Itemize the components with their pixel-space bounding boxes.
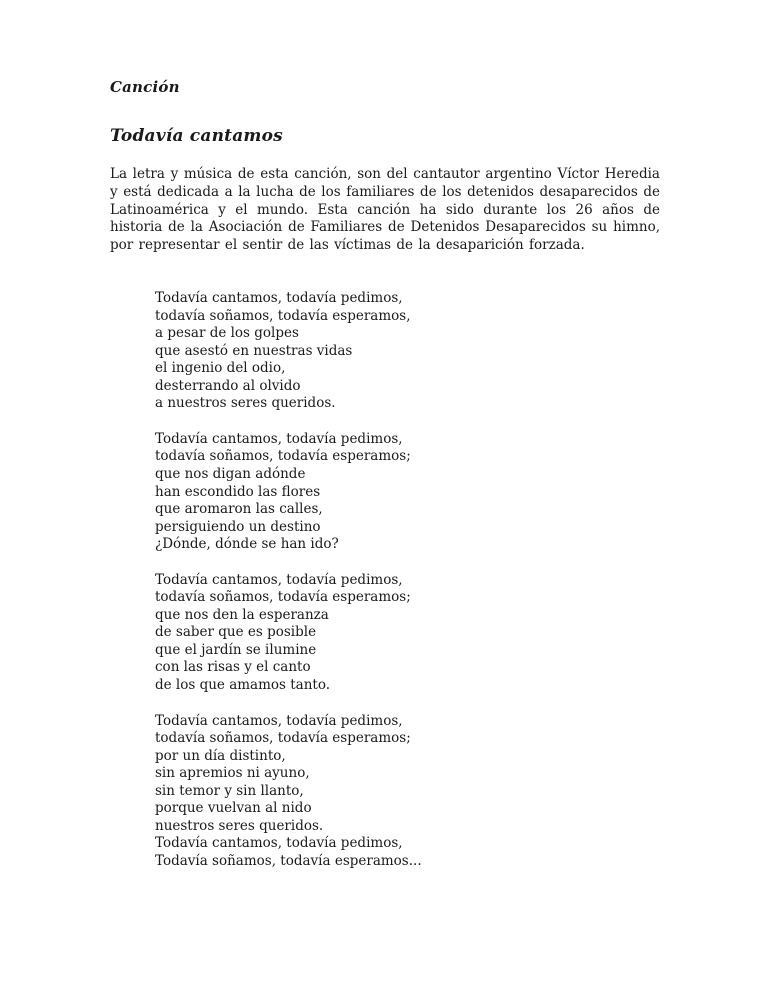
poem-line: han escondido las flores bbox=[155, 483, 321, 500]
poem-line: con las risas y el canto bbox=[155, 659, 311, 676]
poem-line: todavía soñamos, todavía esperamos; bbox=[155, 730, 411, 747]
document-title: Canción bbox=[110, 78, 180, 96]
poem-line: que asestó en nuestras vidas bbox=[155, 342, 353, 359]
poem-line: a nuestros seres queridos. bbox=[155, 395, 336, 412]
poem-line: Todavía soñamos, todavía esperamos... bbox=[155, 852, 422, 869]
poem-line: que nos digan adónde bbox=[155, 465, 306, 482]
poem-line: todavía soñamos, todavía esperamos, bbox=[155, 307, 411, 324]
poem-line: nuestros seres queridos. bbox=[155, 817, 324, 834]
stanza bbox=[155, 431, 660, 554]
poem-line: Todavía cantamos, todavía pedimos, bbox=[155, 290, 403, 307]
song-title: Todavía cantamos bbox=[110, 126, 283, 146]
poem-line: ¿Dónde, dónde se han ido? bbox=[155, 536, 339, 553]
poem-line: de los que amamos tanto. bbox=[155, 677, 331, 693]
poem-line: sin temor y sin llanto, bbox=[155, 782, 304, 799]
stanza bbox=[155, 713, 660, 871]
poem-line: desterrando al olvido bbox=[155, 377, 301, 394]
poem-line: persiguiendo un destino bbox=[155, 518, 321, 535]
intro-paragraph: La letra y música de esta canción, son del cantautor argentino Víctor Heredia y está dedicada a la lucha de los familiares de los detenidos desaparecidos de Latinoamérica y el mundo. Esta canción ha sido durante los 26 años de historia de la Asociación de Familiares de Detenidos Desaparecidos su himno, por representar el sentir de las víctimas de la desaparición forzada. bbox=[110, 166, 660, 254]
poem-line: que el jardín se ilumine bbox=[155, 641, 317, 658]
poem-line: Todavía cantamos, todavía pedimos, bbox=[155, 571, 403, 588]
poem-line: Todavía cantamos, todavía pedimos, bbox=[155, 712, 403, 729]
poem-line: porque vuelvan al nido bbox=[155, 800, 312, 817]
poem-line: por un día distinto, bbox=[155, 747, 286, 764]
poem-line: el ingenio del odio, bbox=[155, 360, 286, 377]
poem-line: que nos den la esperanza bbox=[155, 606, 329, 623]
poem-line: que aromaron las calles, bbox=[155, 501, 323, 518]
lyrics-container bbox=[155, 290, 660, 870]
poem-line: todavía soñamos, todavía esperamos; bbox=[155, 448, 411, 465]
poem-line: de saber que es posible bbox=[155, 624, 317, 641]
stanza bbox=[155, 290, 660, 413]
poem-line: a pesar de los golpes bbox=[155, 325, 299, 342]
poem-line: todavía soñamos, todavía esperamos; bbox=[155, 589, 411, 606]
poem-line: Todavía cantamos, todavía pedimos, bbox=[155, 835, 403, 852]
poem-line: Todavía cantamos, todavía pedimos, bbox=[155, 430, 403, 447]
stanza bbox=[155, 572, 660, 695]
poem-line: sin apremios ni ayuno, bbox=[155, 765, 310, 782]
